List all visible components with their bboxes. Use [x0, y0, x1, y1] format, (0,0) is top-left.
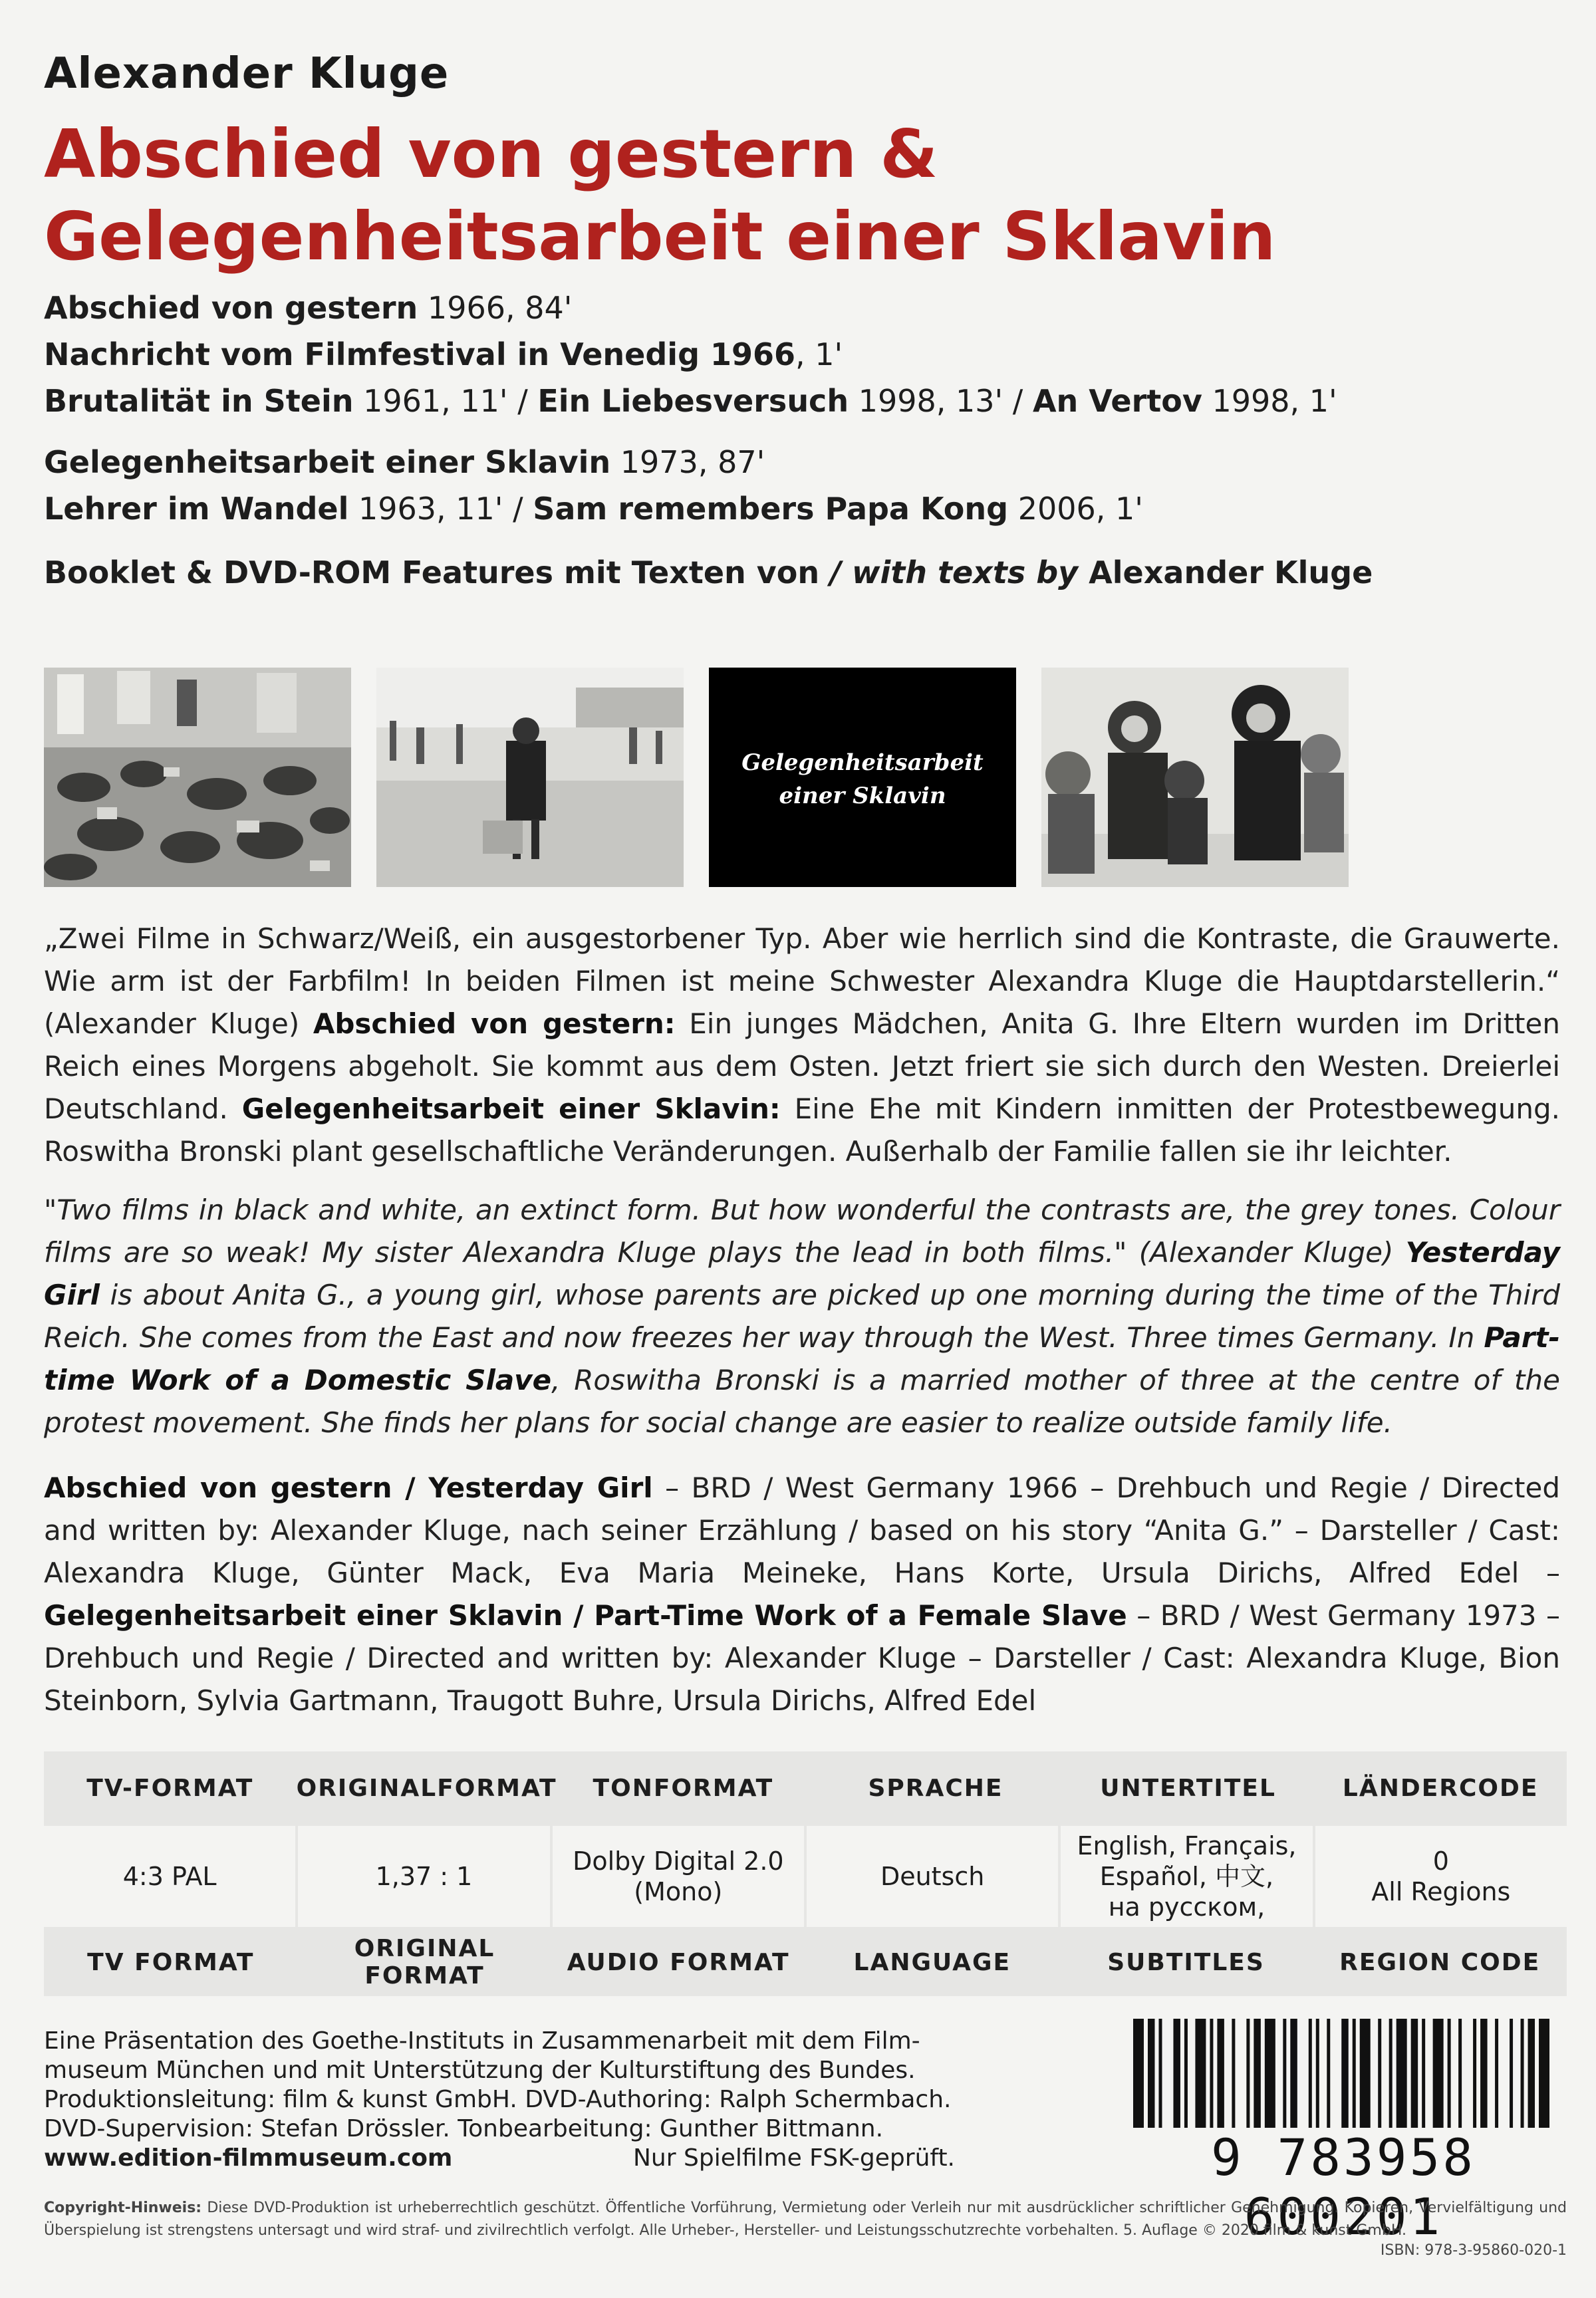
film-info: 1961, 11' / [353, 383, 538, 419]
barcode-bar [1378, 2019, 1381, 2128]
barcode-bar [1353, 2019, 1356, 2128]
barcode-bar [1422, 2019, 1425, 2128]
tech-value-cell: 0 All Regions [1313, 1826, 1567, 1927]
film-info: 1998, 1' [1202, 383, 1337, 419]
film-title: Gelegenheitsarbeit einer Sklavin [44, 444, 611, 480]
website-link[interactable]: www.edition-filmmuseum.com [44, 2144, 453, 2172]
booklet-note: Booklet & DVD-ROM Features mit Texten von / with texts by Alexander Kluge [44, 555, 1373, 590]
film-info: 1963, 11' / [348, 491, 533, 527]
tech-header-cell: TONFORMAT [593, 1774, 774, 1802]
barcode-bar [1360, 2019, 1371, 2128]
film-still-family [1041, 668, 1349, 887]
tech-header-cell: UNTERTITEL [1100, 1774, 1276, 1802]
barcode-bar [1173, 2019, 1180, 2128]
barcode-bar [1341, 2019, 1348, 2128]
title-line-1: Abschied von gestern & [44, 115, 938, 193]
film-title: Part-time Work of a Domestic Slave [44, 1321, 1560, 1396]
barcode-bar [1316, 2019, 1319, 2128]
barcode-bar [1265, 2019, 1275, 2128]
film-info: 1998, 13' / [849, 383, 1033, 419]
barcode-bar [1433, 2019, 1444, 2128]
barcode-bar [1133, 2019, 1144, 2128]
film-title: Brutalität in Stein [44, 383, 354, 419]
film-title: Ein Liebesversuch [537, 383, 849, 419]
film-still-title-card [709, 668, 1016, 887]
film-title: Nachricht vom Filmfestival in Venedig 1966 [44, 336, 796, 372]
barcode-bar [1510, 2019, 1513, 2128]
tech-header-cell: SPRACHE [868, 1774, 1003, 1802]
tech-header-cell: TV-FORMAT [86, 1774, 254, 1802]
barcode-bar [1528, 2019, 1535, 2128]
film-list [44, 285, 1560, 596]
tech-header-cell: LÄNDERCODE [1342, 1774, 1539, 1802]
barcode-bar [1396, 2019, 1407, 2128]
barcode-bar [1217, 2019, 1224, 2128]
barcode-bar [1389, 2019, 1393, 2128]
film-list-line [44, 285, 1560, 331]
film-title: Gelegenheitsarbeit einer Sklavin / Part-Time Work of a Female Slave [44, 1599, 1127, 1632]
barcode-bar [1246, 2019, 1250, 2128]
barcode-bar [1210, 2019, 1213, 2128]
tech-value-cell: Dolby Digital 2.0 (Mono) [550, 1826, 804, 1927]
film-title: Abschied von gestern / Yesterday Girl [44, 1471, 653, 1504]
barcode-bar [1184, 2019, 1188, 2128]
barcode-bar [1458, 2019, 1462, 2128]
cover-title [44, 113, 1507, 278]
film-title: Abschied von gestern: [313, 1007, 676, 1040]
film-title: Yesterday Girl [44, 1236, 1560, 1311]
barcode-bar [1290, 2019, 1297, 2128]
fsk-note: Nur Spielfilme FSK-geprüft. [633, 2144, 955, 2172]
film-still-luggage-hall [44, 668, 351, 887]
film-info: , 1' [795, 336, 843, 372]
isbn-text: ISBN: 978-3-95860-020-1 [1380, 2242, 1567, 2259]
film-title: An Vertov [1032, 383, 1202, 419]
tech-header-cell: SUBTITLES [1107, 1948, 1265, 1976]
tech-value-cell: 4:3 PAL [122, 1862, 217, 1891]
barcode-bar [1283, 2019, 1286, 2128]
film-info: 2006, 1' [1008, 491, 1143, 527]
film-stills [44, 668, 1347, 887]
film-list-line [44, 378, 1560, 424]
barcode-bar [1448, 2019, 1451, 2128]
film-title: Lehrer im Wandel [44, 491, 349, 527]
tech-header-cell: ORIGINAL FORMAT [354, 1935, 495, 1989]
tech-header-cell: TV FORMAT [87, 1948, 255, 1976]
barcode-bar [1473, 2019, 1476, 2128]
barcode-bar [1411, 2019, 1418, 2128]
film-list-line [44, 439, 1560, 485]
tech-header-cell: REGION CODE [1339, 1948, 1541, 1976]
tech-header-cell: ORIGINALFORMAT [296, 1774, 557, 1802]
tech-header-cell: AUDIO FORMAT [567, 1948, 790, 1976]
description-german: „Zwei Filme in Schwarz/Weiß, ein ausgestorbener Typ. Aber wie herrlich sind die Kontraste, die Grauwerte. Wie arm ist der Farbfilm! In beiden Filmen ist meine Schwester Alexandra Kluge die Hauptdarstellerin.“ (Alexander Kluge) Abschied von gestern: Ein junges Mädchen, Anita G. Ihre Eltern wurden im Dritten Reich eines Morgens abgeholt. Sie kommt aus dem Osten. Jetzt friert sie sich durch den Westen. Dreierlei Deutschland. Gelegenheitsarbeit einer Sklavin: Eine Ehe mit Kindern inmitten der Protestbewegung. Roswitha Bronski plant gesellschaftliche Veränderungen. Außerhalb der Familie fallen sie ihr leichter. [44, 922, 1561, 1168]
tech-header-cell: LANGUAGE [853, 1948, 1011, 1976]
barcode-bar [1480, 2019, 1487, 2128]
author-name: Alexander Kluge [44, 49, 450, 98]
tech-value-cell: 1,37 : 1 [295, 1826, 549, 1927]
barcode-bar [1539, 2019, 1549, 2128]
barcode-bar [1232, 2019, 1235, 2128]
barcode-bar [1195, 2019, 1206, 2128]
tech-values [44, 1826, 1567, 1927]
production-credits: Eine Präsentation des Goethe-Instituts in Zusammenarbeit mit dem Film- museum München und mit Unterstützung der Kulturstiftung des Bundes. Produktionsleitung: film & kunst GmbH. DVD-Authoring: Ralph Schermbach. DVD-Supervision: Stefan Drössler. Tonbearbeitung: Gunther Bittmann. www.edition-filmmuseum.com Nur Spielfilme FSK-geprüft. [44, 2027, 955, 2172]
film-title: Sam remembers Papa Kong [533, 491, 1009, 527]
film-credits: Abschied von gestern / Yesterday Girl – BRD / West Germany 1966 – Drehbuch und Regie / Directed and written by: Alexander Kluge, nach seiner Erzählung / based on his story “Anita G.” – Darsteller / Cast: Alexandra Kluge, Günter Mack, Eva Maria Meineke, Hans Korte, Ursula Dirichs, Alfred Edel – Gelegenheitsarbeit einer Sklavin / Part-Time Work of a Female Slave – BRD / West Germany 1973 – Drehbuch und Regie / Directed and written by: Alexander Kluge – Darsteller / Cast: Alexandra Kluge, Bion Steinborn, Sylvia Gartmann, Traugott Buhre, Ursula Dirichs, Alfred Edel [44, 1471, 1560, 1717]
tech-value-cell: Deutsch [804, 1826, 1058, 1927]
tech-specs-table [44, 1751, 1567, 1996]
film-title: Gelegenheitsarbeit einer Sklavin: [241, 1092, 781, 1125]
barcode-bar [1254, 2019, 1260, 2128]
barcode-bar [1495, 2019, 1498, 2128]
film-info: 1966, 84' [418, 290, 573, 326]
film-list-line [44, 331, 1560, 378]
title-line-2: Gelegenheitsarbeit einer Sklavin [44, 197, 1276, 275]
film-still-woman-street [376, 668, 684, 887]
tech-header-german [44, 1751, 1567, 1825]
film-list-line [44, 485, 1560, 532]
tech-value-cell: English, Français, Español, 中文, на русском, [1058, 1826, 1312, 1927]
title-card-text: Gelegenheitsarbeit einer Sklavin [741, 749, 984, 809]
barcode-bar [1327, 2019, 1330, 2128]
barcode-bar [1521, 2019, 1524, 2128]
copyright-notice: Copyright-Hinweis: Diese DVD-Produktion ist urheberrechtlich geschützt. Öffentliche Vorführung, Vermietung oder Verleih nur mit ausdrücklicher schriftlicher Genehmigung. Kopieren, Vervielfältigung und Überspielung ist strengstens untersagt und wird straf- und zivilrechtlich verfolgt. Alle Urheber-, Hersteller- und Leistungsschutzrechte vorbehalten. 5. Auflage © 2020 film & kunst GmbH. [44, 2200, 1567, 2239]
barcode-bar [1309, 2019, 1312, 2128]
barcode-number: 9 783958 600201 [1210, 2128, 1476, 2246]
film-info: 1973, 87' [610, 444, 765, 480]
tech-header-english [44, 1928, 1567, 1996]
description-english: "Two films in black and white, an extinct form. But how wonderful the contrasts are, the grey tones. Colour films are so weak! My sister Alexandra Kluge plays the lead in both films." (Alexander Kluge) Yesterday Girl is about Anita G., a young girl, whose parents are picked up one morning during the time of the Third Reich. She comes from the East and now freezes her way through the West. Three times Germany. In Part-time Work of a Domestic Slave, Roswitha Bronski is a married mother of three at the centre of the protest movement. She finds her plans for social change are easier to realize outside family life. [44, 1194, 1560, 1439]
barcode-bar [1148, 2019, 1154, 2128]
film-title: Abschied von gestern [44, 290, 418, 326]
barcode-bar [1158, 2019, 1162, 2128]
